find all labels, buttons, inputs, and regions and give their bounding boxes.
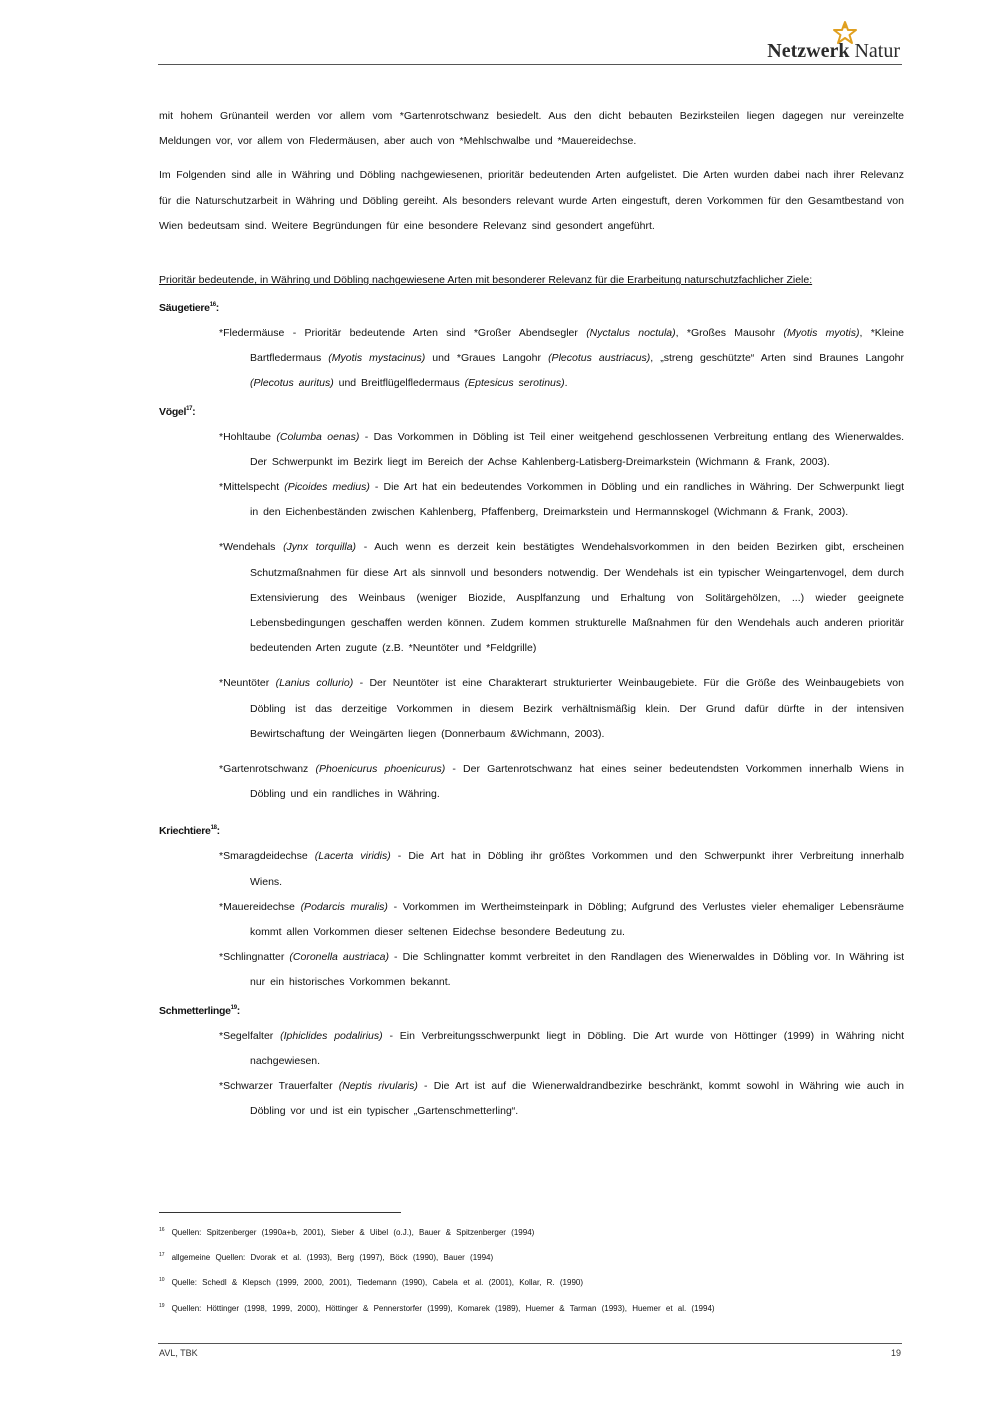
- section-title: Prioritär bedeutende, in Währing und Döbling nachgewiesene Arten mit besonderer Relevanz für die Erarbeitung naturschutzfachlicher Ziele:: [159, 274, 813, 287]
- species-entry: *Gartenrotschwanz (Phoenicurus phoenicurus) - Der Gartenrotschwanz hat eines seiner bedeutendsten Vorkommen innerhalb Wiens in Döbling und ein randliches in Währing.: [219, 763, 904, 801]
- species-entry: *Neuntöter (Lanius collurio) - Der Neuntöter ist eine Charakterart strukturierter Weinbaugebiete. Für die Größe des Weinbaugebiets von Döbling ist das derzeitige Vorkommen in diesem Bezirk verhältnismäßig klein. Der Grund dafür dürfte in der intensiven Bewirtschaftung der Weingärten liegen (Donnerbaum &Wichmann, 2003).: [219, 677, 904, 740]
- footnote: $^{16}$ Quellen: Spitzenberger (1990a+b, 2001), Sieber & Uibel (o.J.), Bauer & Spitzenberger (1994): [159, 1227, 535, 1237]
- brand-bold: Netzwerk: [767, 40, 850, 62]
- footnotes: [159, 1219, 904, 1320]
- page-body: [159, 104, 904, 1125]
- group-heading-kriechtiere: Kriechtiere$^{18}$:: [159, 825, 220, 838]
- group-heading-saeugetiere: Säugetiere$^{16}$:: [159, 302, 219, 315]
- footer-authors: AVL, TBK: [159, 1348, 198, 1358]
- species-entry: *Schlingnatter (Coronella austriaca) - Die Schlingnatter kommt verbreitet in den Randlagen des Wienerwaldes in Döbling vor. In Währing ist nur ein historisches Vorkommen bekannt.: [219, 951, 904, 989]
- footnote: $^{17}$ allgemeine Quellen: Dvorak et al. (1993), Berg (1997), Böck (1990), Bauer (1994): [159, 1252, 494, 1263]
- group-heading-voegel: Vögel$^{17}$:: [159, 405, 196, 418]
- footnote: $^{10}$ Quelle: Schedl & Klepsch (1999, 2000, 2001), Tiedemann (1990), Cabela et al. (2001), Kollar, R. (1990): [159, 1277, 584, 1288]
- species-entry: *Segelfalter (Iphiclides podalirius) - Ein Verbreitungsschwerpunkt liegt in Döbling. Die Art wurde von Höttinger (1999) in Währing nicht nachgewiesen.: [219, 1029, 904, 1067]
- species-entry: *Mauereidechse (Podarcis muralis) - Vorkommen im Wertheimsteinpark in Döbling; Aufgrund des Verlustes vieler ehemaliger Lebensräume kommt allen Vorkommen dieser seltenen Eidechse besondere Bedeutung zu.: [219, 900, 905, 939]
- page-number: 19: [890, 1348, 901, 1358]
- intro-paragraph-2: Im Folgenden sind alle in Währing und Döbling nachgewiesenen, prioritär bedeutenden Arten aufgelistet. Die Arten wurden dabei nach ihrer Relevanz für die Naturschutzarbeit in Währing und Döbling gereiht. Als besonders relevant wurde Arten eingestuft, deren Vorkommen für den Gesamtbestand von Wien bedeutsam sind. Weitere Begründungen für eine besondere Relevanz sind gesondert angeführt.: [159, 169, 904, 232]
- species-entry: *Wendehals (Jynx torquilla) - Auch wenn es derzeit kein bestätigtes Wendehalsvorkommen in den beiden Bezirken gibt, erscheinen Schutzmaßnahmen für diese Art als sinnvoll und besonders notwendig. Der Wendehals ist ein typischer Weingartenvogel, dem durch Extensivierung des Weinbaus (weniger Biozide, Ausplfanzung und Erhaltung von Solitärgehölzen, ...) wieder geeignete Lebensbedingungen geschaffen werden können. Zudem kommen strukturelle Maßnahmen für den Wendehals auch anderen prioritär bedeutenden Arten zugute (z.B. *Neuntöter und *Feldgrille): [219, 541, 904, 655]
- footnote-divider: [159, 1212, 401, 1213]
- page-footer: [158, 1343, 902, 1358]
- intro-paragraph-1: mit hohem Grünanteil werden vor allem vom *Gartenrotschwanz besiedelt. Aus den dicht bebauten Bezirksteilen liegen dagegen nur vereinzelte Meldungen vor, vor allem von Fledermäusen, aber auch von *Mehlschwalbe und *Mauereidechse.: [159, 110, 904, 148]
- species-entry: *Fledermäuse - Prioritär bedeutende Arten sind *Großer Abendsegler (Nyctalus noctula), *Großes Mausohr (Myotis myotis), *Kleine Bartfledermaus (Myotis mystacinus) und *Graues Langohr (Plecotus austriacus), „streng geschützte“ Arten sind Braunes Langohr (Plecotus auritus) und Breitflügelfledermaus (Eptesicus serotinus).: [219, 327, 905, 390]
- species-entry: *Smaragdeidechse (Lacerta viridis) - Die Art hat in Döbling ihr größtes Vorkommen und den Schwerpunkt ihrer Verbreitung innerhalb Wiens.: [219, 850, 904, 888]
- species-entry: *Hohltaube (Columba oenas) - Das Vorkommen in Döbling ist Teil einer weitgehend geschlossenen Verbreitung entlang des Wienerwaldes. Der Schwerpunkt im Bezirk liegt im Bereich der Achse Kahlenberg-Latisberg-Dreimarkstein (Wichmann & Frank, 2003).: [219, 430, 905, 468]
- species-entry: *Mittelspecht (Picoides medius) - Die Art hat ein bedeutendes Vorkommen in Döbling und ein randliches in Währing. Der Schwerpunkt liegt in den Eichenbeständen zwischen Kahlenberg, Pfaffenberg, Dreimarkstein und Hermannskogel (Wichmann & Frank, 2003).: [219, 481, 904, 519]
- brand-regular: Natur: [854, 40, 900, 62]
- page-header: [158, 18, 902, 65]
- species-entry: *Schwarzer Trauerfalter (Neptis rivularis) - Die Art ist auf die Wienerwaldrandbezirke beschränkt, kommt sowohl in Währing wie auch in Döbling vor und ist ein typischer „Gartenschmetterling“.: [219, 1080, 905, 1118]
- footnote: $^{19}$ Quellen: Höttinger (1998, 1999, 2000), Höttinger & Pennerstorfer (1999), Komarek (1989), Huemer & Tarman (1993), Huemer et al. (1994): [159, 1302, 715, 1313]
- group-heading-schmetterlinge: Schmetterlinge$^{19}$:: [159, 1004, 240, 1017]
